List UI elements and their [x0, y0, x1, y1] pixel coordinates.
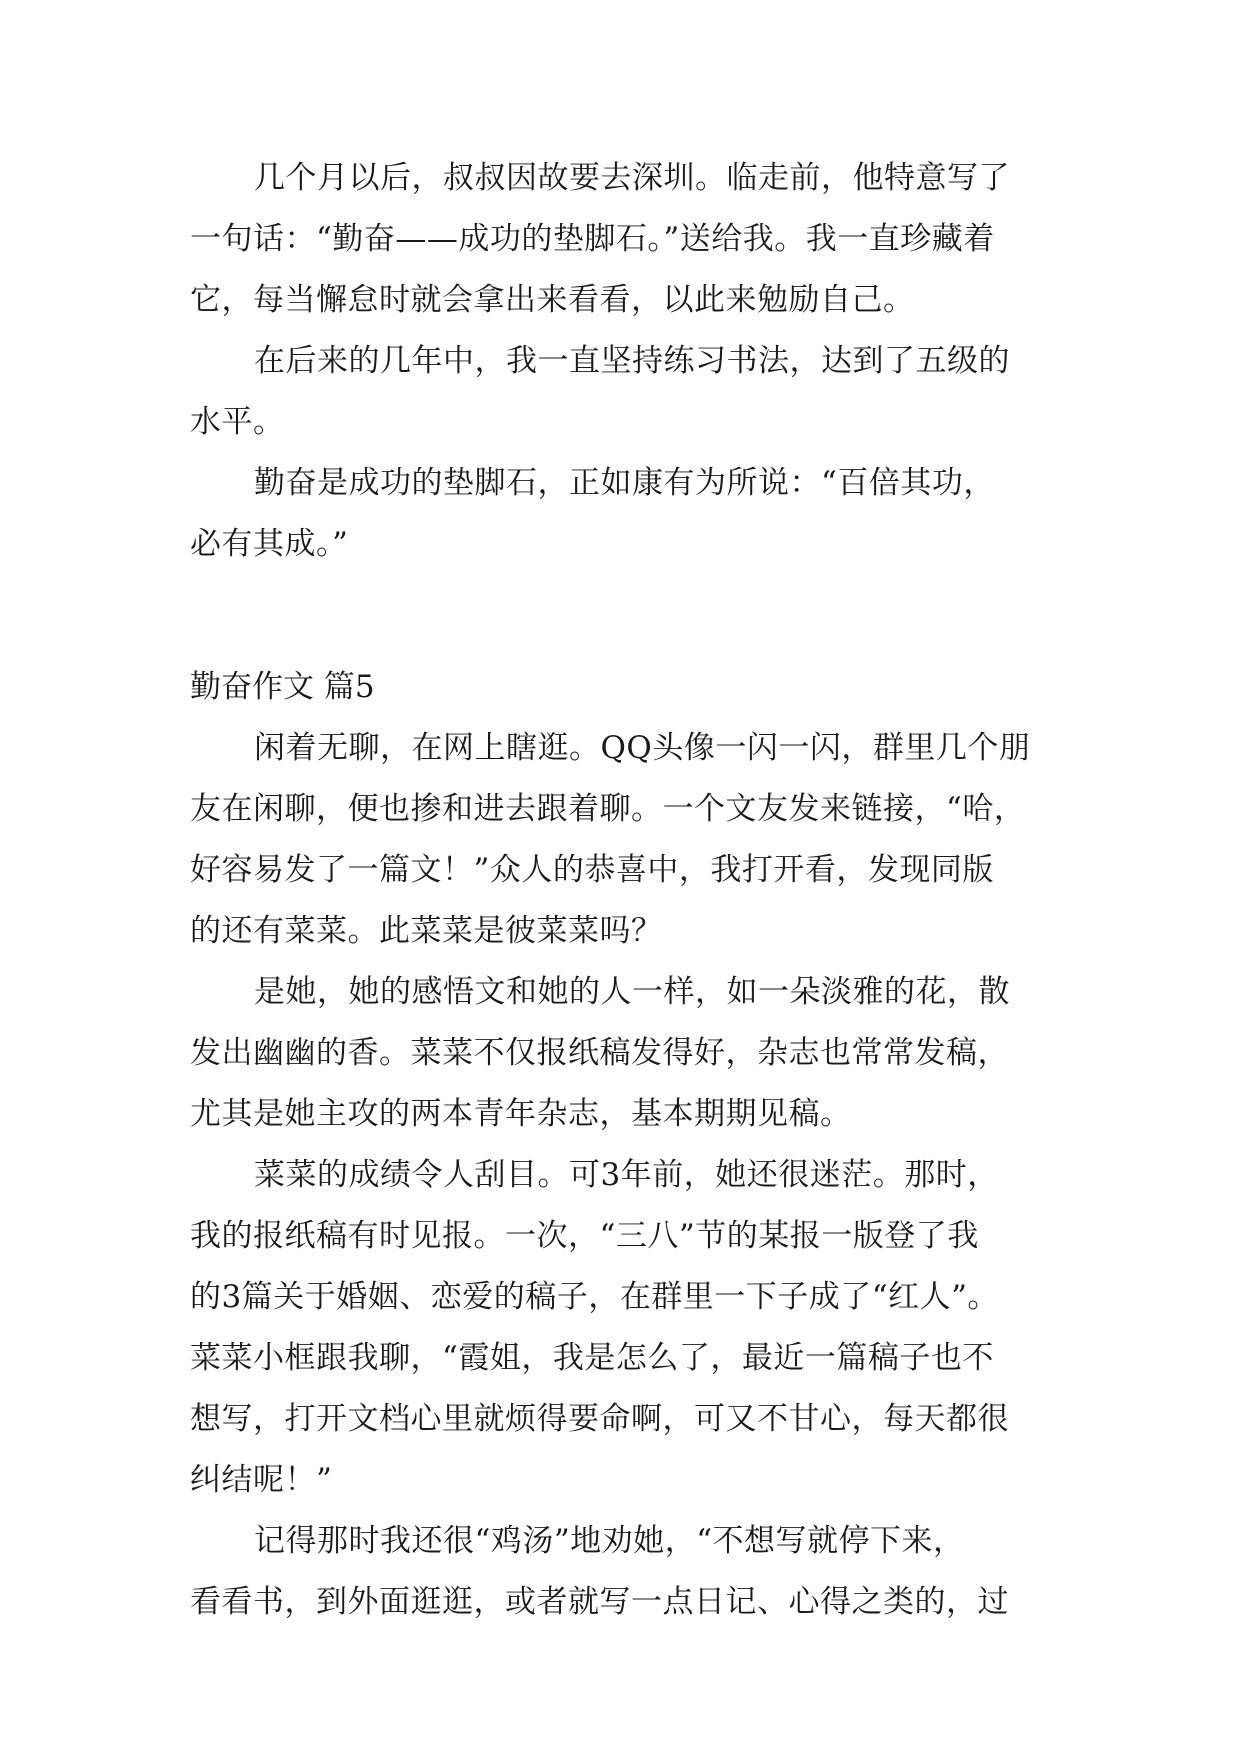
text-line: 水平。: [190, 404, 285, 440]
text-line: 它，每当懈怠时就会拿出来看看，以此来勉励自己。: [190, 282, 915, 318]
text-line: 菜菜小框跟我聊，“霞姐，我是怎么了，最近一篇稿子也不: [190, 1340, 994, 1376]
text-line: 一句话：“勤奋——成功的垫脚石。”送给我。我一直珍藏着: [190, 221, 995, 257]
text-line: 的还有菜菜。此菜菜是彼菜菜吗？: [190, 913, 663, 949]
paragraph: [190, 1145, 1070, 1511]
text-line: 必有其成。”: [190, 526, 349, 562]
paragraph: [190, 718, 1070, 962]
section-gap: [190, 575, 1070, 657]
paragraph: [190, 148, 1070, 331]
text-line: 几个月以后，叔叔因故要去深圳。临走前，他特意写了: [254, 160, 1010, 196]
text-line: 纠结呢！”: [190, 1462, 333, 1498]
paragraph: [190, 1511, 1070, 1633]
text-line: 友在闲聊，便也掺和进去跟着聊。一个文友发来链接，“哈，: [190, 791, 1026, 827]
text-line: 好容易发了一篇文！”众人的恭喜中，我打开看，发现同版: [190, 852, 994, 888]
paragraph: [190, 453, 1070, 575]
text-line: 是她，她的感悟文和她的人一样，如一朵淡雅的花，散: [254, 974, 1010, 1010]
text-line: 的3篇关于婚姻、恋爱的稿子，在群里一下子成了“红人”。: [190, 1279, 999, 1315]
text-line: 记得那时我还很“鸡汤”地劝她，“不想写就停下来，: [254, 1523, 965, 1559]
text-line: 勤奋是成功的垫脚石，正如康有为所说：“百倍其功，: [254, 465, 995, 501]
section-title: 勤奋作文 篇5: [190, 669, 375, 705]
text-line: 在后来的几年中，我一直坚持练习书法，达到了五级的: [254, 343, 1010, 379]
text-line: 想写，打开文档心里就烦得要命啊，可又不甘心，每天都很: [190, 1401, 1009, 1437]
document-page: [190, 148, 1070, 1633]
text-line: 菜菜的成绩令人刮目。可3年前，她还很迷茫。那时，: [254, 1157, 999, 1193]
paragraph: [190, 962, 1070, 1145]
text-line: 尤其是她主攻的两本青年杂志，基本期期见稿。: [190, 1096, 852, 1132]
text-line: 我的报纸稿有时见报。一次，“三八”节的某报一版登了我: [190, 1218, 979, 1254]
text-line: 发出幽幽的香。菜菜不仅报纸稿发得好，杂志也常常发稿，: [190, 1035, 1009, 1071]
paragraph: [190, 331, 1070, 453]
text-line: 看看书，到外面逛逛，或者就写一点日记、心得之类的，过: [190, 1584, 1009, 1620]
text-line: 闲着无聊，在网上瞎逛。QQ头像一闪一闪，群里几个朋: [254, 730, 1031, 766]
